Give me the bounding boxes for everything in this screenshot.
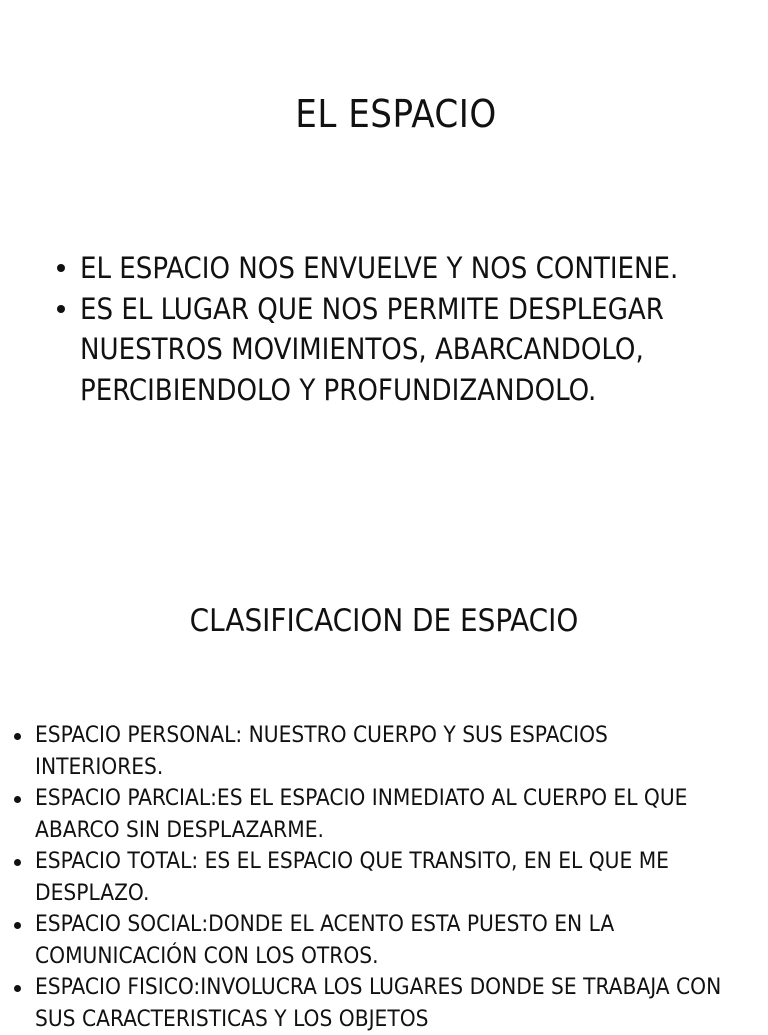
page-title: EL ESPACIO xyxy=(295,92,497,136)
classification-list xyxy=(0,720,735,1035)
list-item: ESPACIO TOTAL: ES EL ESPACIO QUE TRANSITO, EN EL QUE ME DESPLAZO. xyxy=(35,846,735,909)
list-item: EL ESPACIO NOS ENVUELVE Y NOS CONTIENE. xyxy=(80,248,768,289)
list-item: ESPACIO PERSONAL: NUESTRO CUERPO Y SUS ESPACIOS INTERIORES. xyxy=(35,720,735,783)
list-item: ESPACIO PARCIAL:ES EL ESPACIO INMEDIATO AL CUERPO EL QUE ABARCO SIN DESPLAZARME. xyxy=(35,783,735,846)
list-item: ESPACIO FISICO:INVOLUCRA LOS LUGARES DONDE SE TRABAJA CON SUS CARACTERISTICAS Y LOS OBJETOS xyxy=(35,972,735,1035)
list-item: ES EL LUGAR QUE NOS PERMITE DESPLEGAR NUESTROS MOVIMIENTOS, ABARCANDOLO, PERCIBIENDOLO Y PROFUNDIZANDOLO. xyxy=(80,289,768,411)
list-item: ESPACIO SOCIAL:DONDE EL ACENTO ESTA PUESTO EN LA COMUNICACIÓN CON LOS OTROS. xyxy=(35,909,735,972)
intro-list xyxy=(0,248,768,410)
section-title: CLASIFICACION DE ESPACIO xyxy=(189,603,579,639)
